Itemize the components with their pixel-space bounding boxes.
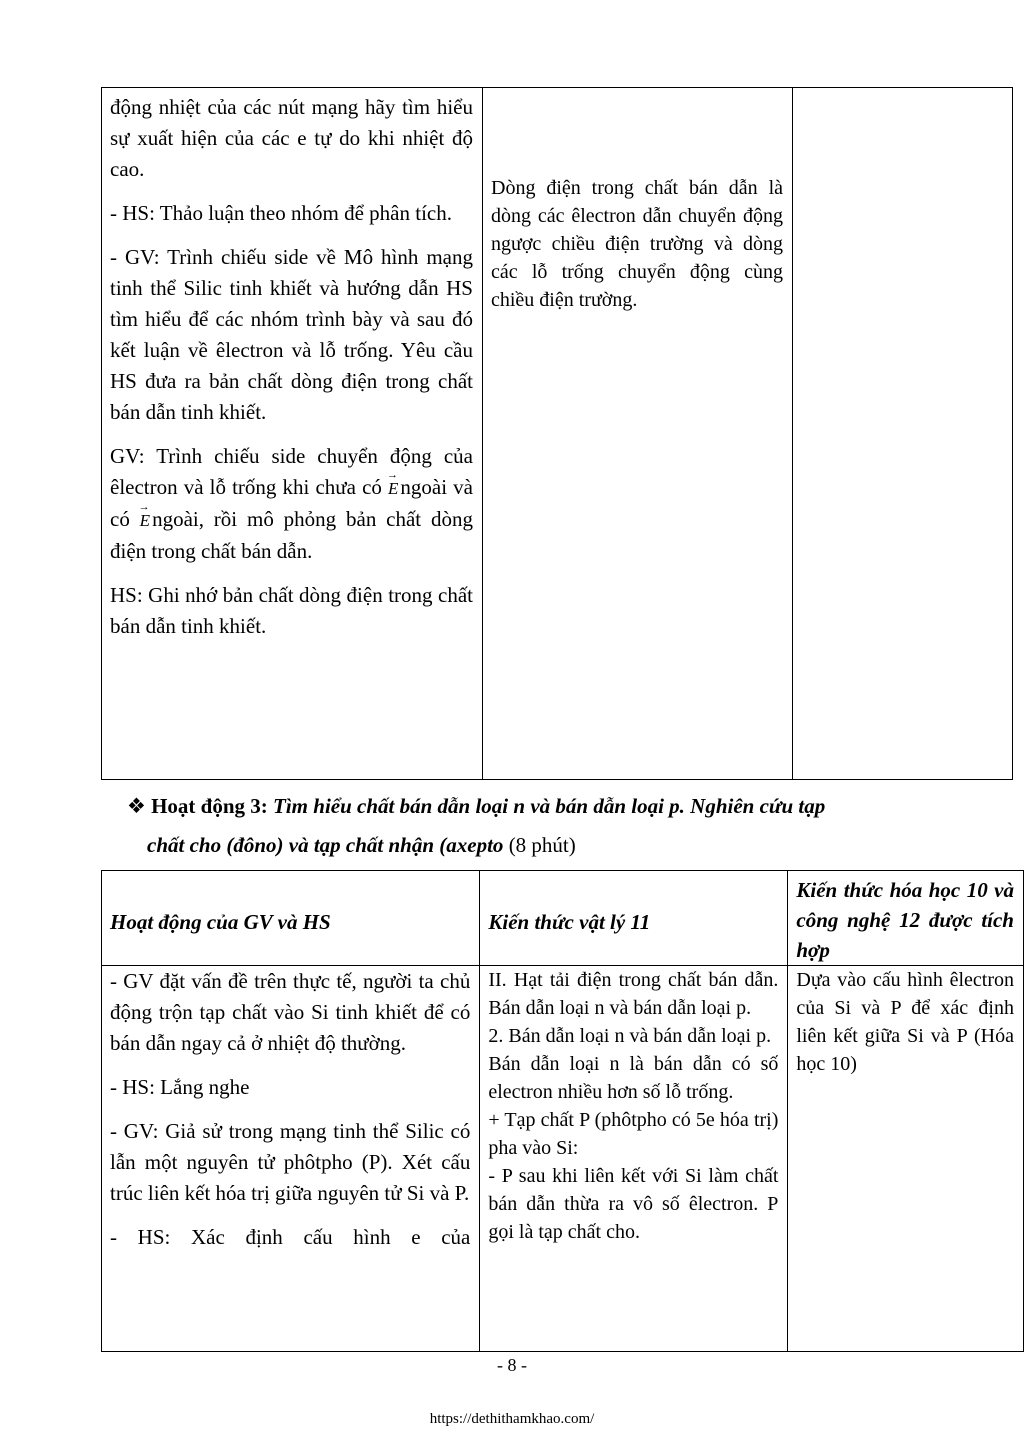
activity-label: Hoạt động 3:: [151, 794, 268, 818]
paragraph-part: GV: Trình chiếu side chuyển động của êlectron và lỗ trống khi chưa có: [110, 444, 473, 499]
activity-line-2: [127, 826, 987, 865]
paragraph: Dựa vào cấu hình êlectron của Si và P để xác định liên kết giữa Si và P (Hóa học 10): [796, 969, 1014, 1075]
physics-knowledge-cell: [483, 88, 793, 780]
diamond-bullet-icon: ❖: [127, 794, 146, 818]
physics-knowledge-cell: [480, 966, 788, 1352]
teacher-student-activities-cell: [102, 966, 480, 1352]
activity-table-continued: [101, 87, 1013, 780]
header-cell-physics: [480, 871, 788, 966]
paragraph: Dòng điện trong chất bán dẫn là dòng các êlectron dẫn chuyển động ngược chiều điện trường và dòng các lỗ trống chuyển động cùng chiều điện trường.: [491, 177, 783, 311]
paragraph-part: ngoài và có: [110, 475, 474, 531]
teacher-student-activities-cell: [102, 88, 483, 780]
column-header: Kiến thức hóa học 10 và công nghệ 12 được tích hợp: [796, 878, 1014, 962]
paragraph: động nhiệt của các nút mạng hãy tìm hiểu sự xuất hiện của các e tự do khi nhiệt độ cao.: [110, 95, 473, 181]
activity-3-heading: [127, 787, 987, 865]
paragraph-part: ngoài, rồi mô phỏng bản chất dòng điện trong chất bán dẫn.: [110, 507, 473, 563]
paragraph: II. Hạt tải điện trong chất bán dẫn. Bán dẫn loại n và bán dẫn loại p.: [488, 969, 779, 1019]
header-cell-activities: [102, 871, 480, 966]
activity-duration: (8 phút): [508, 833, 576, 857]
page-number: - 8 -: [497, 1355, 527, 1375]
paragraph: - GV: Giả sử trong mạng tinh thể Silic có lẫn một nguyên tử phôtpho (P). Xét cấu trúc liên kết hóa trị giữa nguyên tử Si và P.: [110, 1119, 471, 1205]
vector-e-symbol: → E: [388, 473, 398, 504]
paragraph: - P sau khi liên kết với Si làm chất bán dẫn thừa ra vô số êlectron. P gọi là tạp chất cho.: [488, 1165, 779, 1243]
activity-title-cont: chất cho (đôno) và tạp chất nhận (axepto: [147, 833, 504, 857]
paragraph: HS: Ghi nhớ bản chất dòng điện trong chất bán dẫn tinh khiết.: [110, 583, 473, 638]
paragraph: - HS: Thảo luận theo nhóm để phân tích.: [110, 201, 452, 225]
column-header: Kiến thức vật lý 11: [488, 909, 651, 934]
integrated-knowledge-cell: [788, 966, 1024, 1352]
source-url: https://dethithamkhao.com/: [429, 1411, 595, 1427]
paragraph: - GV: Trình chiếu side về Mô hình mạng tinh thể Silic tinh khiết và hướng dẫn HS tìm hiểu để các nhóm trình bày và sau đó kết luận về êlectron và lỗ trống. Yêu cầu HS đưa ra bản chất dòng điện trong chất bán dẫn tinh khiết.: [110, 245, 473, 424]
paragraph: - HS: Lắng nghe: [110, 1075, 250, 1099]
paragraph: - GV đặt vấn đề trên thực tế, người ta chủ động trộn tạp chất vào Si tinh khiết để có bán dẫn ngay cả ở nhiệt độ thường.: [110, 969, 471, 1055]
paragraph: Bán dẫn loại n là bán dẫn có số electron nhiều hơn số lỗ trống.: [488, 1053, 779, 1103]
paragraph-with-vectors: [110, 441, 473, 567]
activity-3-table: [101, 870, 1024, 1352]
activity-line-1: [127, 787, 987, 826]
header-cell-integrated: [788, 871, 1024, 966]
integrated-knowledge-cell: [793, 88, 1013, 780]
paragraph: 2. Bán dẫn loại n và bán dẫn loại p.: [488, 1025, 772, 1047]
vector-e-symbol: → E: [140, 505, 150, 536]
activity-title: Tìm hiểu chất bán dẫn loại n và bán dẫn loại p. Nghiên cứu tạp: [273, 794, 826, 818]
column-header: Hoạt động của GV và HS: [110, 909, 331, 934]
paragraph: + Tạp chất P (phôtpho có 5e hóa trị) pha vào Si:: [488, 1109, 779, 1159]
paragraph: - HS: Xác định cấu hình e của: [110, 1225, 471, 1249]
